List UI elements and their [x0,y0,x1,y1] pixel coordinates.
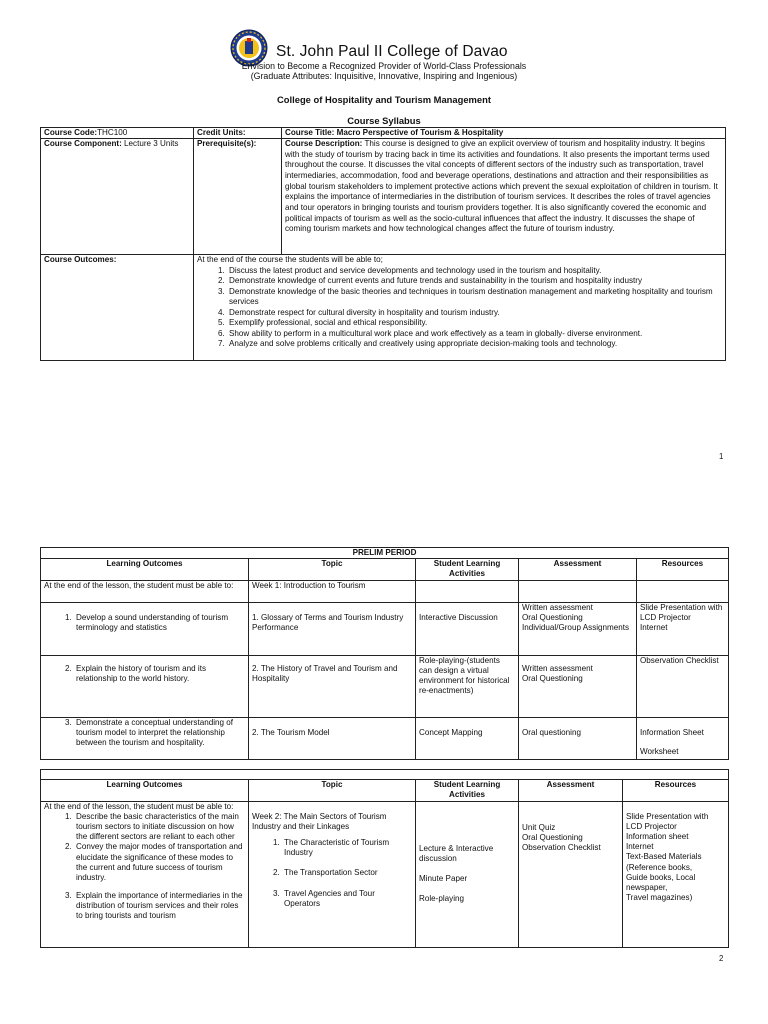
course-component-cell: Course Component: Lecture 3 Units [41,139,194,255]
topic-item: 3. Travel Agencies and Tour Operators [282,889,412,909]
week2-activities-cell: Lecture & Interactive discussion Minute Paper Role-playing [416,802,519,948]
outcome-item: 2. Convey the major modes of transportation and elucidate the significance of these modes to the current and future success of tourism industry. [74,842,245,882]
course-outcomes-label-cell: Course Outcomes: [41,255,194,361]
page-number-2: 2 [719,954,724,963]
course-outcome-item: 7. Analyze and solve problems critically and creatively using appropriate decision-making tools and technology. [227,339,722,350]
assessment-cell: Written assessment Oral Questioning [519,656,637,718]
header-learning-outcomes: Learning Outcomes [41,559,249,581]
prelim-table [40,547,729,760]
topic-item: 1. The Characteristic of Tourism Industry [282,838,412,858]
table-row [41,603,729,656]
outcome-item: 3. Demonstrate a conceptual understanding of tourism model to interpret the relationship between the tourism and hospitality. [74,718,245,748]
outcomes-list [197,266,722,350]
course-title-cell: Course Title: Macro Perspective of Tourism & Hospitality [282,128,726,139]
header-topic: Topic [249,559,416,581]
outcome-item: 1. Describe the basic characteristics of the main tourism sectors to initiate discussion on how the different sectors are reliant to each other [74,812,245,842]
outcome-item: 3. Explain the importance of intermediaries in the distribution of tourism services and their roles to bring tourists and tourism [74,891,245,921]
week2-intro: At the end of the lesson, the student must be able to: [44,802,234,811]
department-name: College of Hospitality and Tourism Management [277,94,491,105]
header-activities: Student Learning Activities [416,780,519,802]
table-row [41,656,729,718]
header-assessment: Assessment [519,780,623,802]
outcome-item: 1. Develop a sound understanding of tourism terminology and statistics [74,613,245,633]
course-code-cell: Course Code:THC100 [41,128,194,139]
assessment-cell: Written assessment Oral Questioning Individual/Group Assignments [519,603,637,656]
header-topic: Topic [249,780,416,802]
course-outcomes-cell [194,255,726,361]
course-description-cell: Course Description: This course is designed to give an explicit overview of tourism and hospitality industry. It begins with the study of tourism by tracing back in time its activities and foundations. It also presents the important terms used throughout the course. It discusses the vital concepts of different sectors of the industry such as transportation, travel intermediaries, accommodation, food and beverage operations, destinations and attraction and their responsibilities as global tourism stakeholders to implement protective actions which prevent the sexual exploitation of children in tourism. It explains the importance of intermediaries in the distribution of tourism services. It describes the roles of travel agencies and tour operators in bringing tourists and tourism providers together. It is also significantly covered the economic and political impacts of tourism as well as the socio-cultural influences that affect the industry. It discusses the shape of coming tourism markets and how technological changes affect the future of tourism industry. [282,139,726,255]
week2-topic-cell: Week 2: The Main Sectors of Tourism Industry and their Linkages 1. The Characteristic of Tourism Industry 2. The Transportation Sector 3. Travel Agencies and Tour Operators [249,802,416,948]
prelim-week: Week 1: Introduction to Tourism [249,581,416,603]
course-outcome-item: 2. Demonstrate knowledge of current events and future trends and sustainability in the tourism and hospitality industry [227,276,722,287]
table-row [41,718,729,760]
topic-cell: 1. Glossary of Terms and Tourism Industry Performance [249,603,416,656]
topic-cell: 2. The History of Travel and Tourism and Hospitality [249,656,416,718]
college-name: St. John Paul II College of Davao [276,43,508,60]
prelim-intro: At the end of the lesson, the student must be able to: [41,581,249,603]
course-outcome-item: 3. Demonstrate knowledge of the basic theories and techniques in tourism destination management and marketing hospitality and tourism services [227,287,722,308]
week2-outcomes-cell [41,802,249,948]
week2-table [40,769,729,948]
header-assessment: Assessment [519,559,637,581]
resources-cell: Information Sheet Worksheet [637,718,729,760]
outcome-item: 2. Explain the history of tourism and its relationship to the world history. [74,664,245,684]
resources-cell: Slide Presentation with LCD Projector Internet [637,603,729,656]
graduate-attributes: (Graduate Attributes: Inquisitive, Innovative, Inspiring and Ingenious) [250,71,518,81]
week2-assessment-cell: Unit Quiz Oral Questioning Observation Checklist [519,802,623,948]
document-title: Course Syllabus [347,115,421,126]
course-outcome-item: 6. Show ability to perform in a multicultural work place and work effectively as a team in globally- diverse environment. [227,329,722,340]
activity-cell: Concept Mapping [416,718,519,760]
vision-statement: Envision to Become a Recognized Provider of World-Class Professionals [241,61,527,71]
assessment-cell: Oral questioning [519,718,637,760]
prelim-period-heading: PRELIM PERIOD [41,548,729,559]
week2-resources-cell: Slide Presentation with LCD Projector Information sheet Internet Text-Based Materials (Reference books, Guide books, Local newspaper, Travel magazines) [623,802,729,948]
activity-cell: Interactive Discussion [416,603,519,656]
topic-item: 2. The Transportation Sector [282,868,412,878]
header-activities: Student Learning Activities [416,559,519,581]
header-learning-outcomes: Learning Outcomes [41,780,249,802]
activity-cell: Role-playing-(students can design a virtual environment for historical re-enactments) [416,656,519,718]
course-outcome-item: 1. Discuss the latest product and service developments and technology used in the tourism and hospitality. [227,266,722,277]
course-outcome-item: 5. Exemplify professional, social and ethical responsibility. [227,318,722,329]
course-outcome-item: 4. Demonstrate respect for cultural diversity in hospitality and tourism industry. [227,308,722,319]
header-resources: Resources [637,559,729,581]
syllabus-table [40,127,726,361]
topic-cell: 2. The Tourism Model [249,718,416,760]
outcomes-intro: At the end of the course the students will be able to; [197,255,383,265]
header-resources: Resources [623,780,729,802]
prerequisite-cell: Prerequisite(s): [194,139,282,255]
credit-units-cell: Credit Units: [194,128,282,139]
resources-cell: Observation Checklist [637,656,729,718]
page-number-1: 1 [719,452,724,461]
